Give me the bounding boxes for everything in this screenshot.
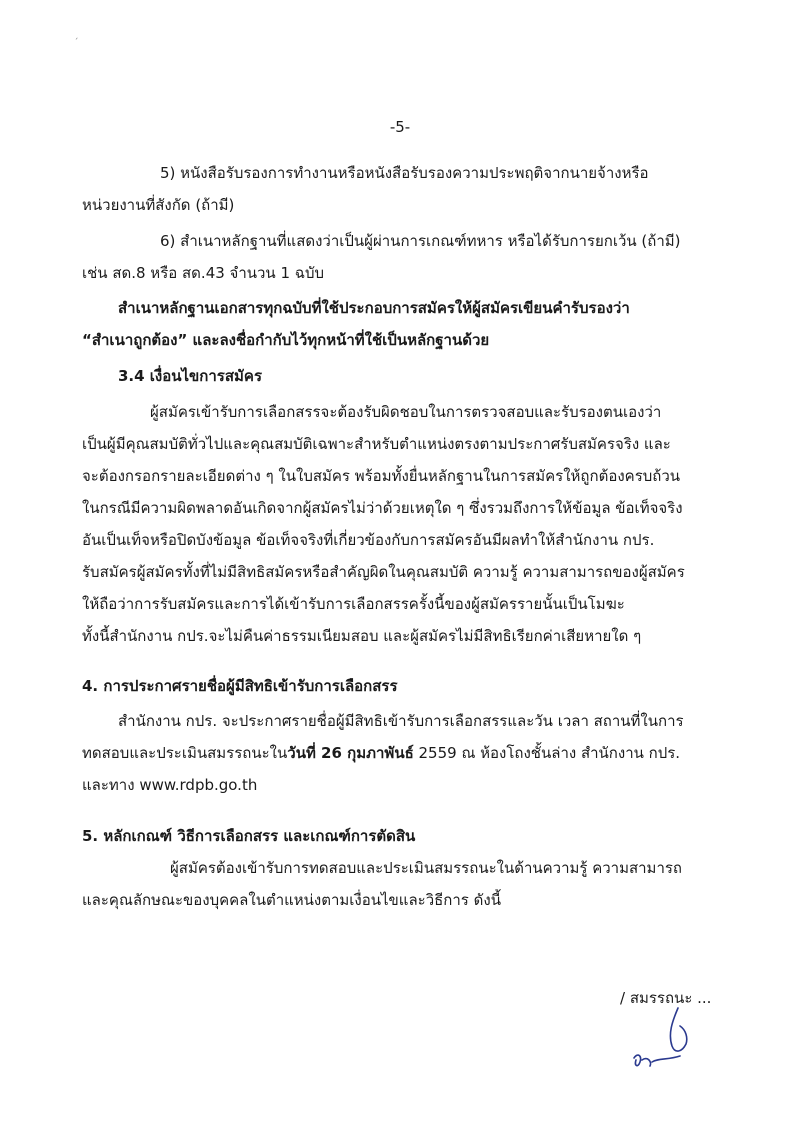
certify-note-line2: “สำเนาถูกต้อง” และลงชื่อกำกับไว้ทุกหน้าที่ใช้เป็นหลักฐานด้วย [82,331,490,349]
section-3-4-line: ผู้สมัครเข้ารับการเลือกสรรจะต้องรับผิดชอบในการตรวจสอบและรับรองตนเองว่า [150,403,662,421]
scan-mark: ˊ [74,38,79,48]
continuation-note: / สมรรถนะ ... [620,989,712,1007]
section-5-line2: และคุณลักษณะของบุคคลในตำแหน่งตามเงื่อนไขและวิธีการ ดังนี้ [82,891,501,909]
section-4-heading: 4. การประกาศรายชื่อผู้มีสิทธิเข้ารับการเลือกสรร [82,677,398,695]
section-4-line1: สำนักงาน กปร. จะประกาศรายชื่อผู้มีสิทธิเข้ารับการเลือกสรรและวัน เวลา สถานที่ในการ [118,712,684,730]
section-4-line2 [82,743,680,763]
exam-date: วันที่ 26 กุมภาพันธ์ [287,744,414,762]
section-4-line2-rest: 2559 ณ ห้องโถงชั้นล่าง สำนักงาน กปร. [413,744,681,762]
section-3-4-line: เป็นผู้มีคุณสมบัติทั่วไปและคุณสมบัติเฉพาะสำหรับตำแหน่งตรงตามประกาศรับสมัครจริง และ [82,435,671,453]
section-3-4-line: ในกรณีมีความผิดพลาดอันเกิดจากผู้สมัครไม่ว่าด้วยเหตุใด ๆ ซึ่งรวมถึงการให้ข้อมูล ข้อเท็จจริง [82,499,683,517]
section-3-4-line: ให้ถือว่าการรับสมัครและการได้เข้ารับการเลือกสรรครั้งนี้ของผู้สมัครรายนั้นเป็นโมฆะ [82,595,625,613]
section-4-line2-text: ทดสอบและประเมินสมรรถนะใน [82,744,288,762]
section-5-line1: ผู้สมัครต้องเข้ารับการทดสอบและประเมินสมรรถนะในด้านความรู้ ความสามารถ [170,859,683,877]
section-3-4-line: ทั้งนี้สำนักงาน กปร.จะไม่คืนค่าธรรมเนียมสอบ และผู้สมัครไม่มีสิทธิเรียกค่าเสียหายใด ๆ [82,627,642,645]
page-number: -5- [389,118,411,136]
certify-note-line1: สำเนาหลักฐานเอกสารทุกฉบับที่ใช้ประกอบการสมัครให้ผู้สมัครเขียนคำรับรองว่า [118,299,630,317]
section-3-4-line: จะต้องกรอกรายละเอียดต่าง ๆ ในใบสมัคร พร้อมทั้งยื่นหลักฐานในการสมัครให้ถูกต้องครบถ้วน [82,467,681,485]
item6-line2: เช่น สด.8 หรือ สด.43 จำนวน 1 ฉบับ [82,264,325,282]
section-3-4-heading: 3.4 เงื่อนไขการสมัคร [118,367,263,385]
handwritten-initials-icon [628,1000,698,1075]
item6-line1: 6) สำเนาหลักฐานที่แสดงว่าเป็นผู้ผ่านการเกณฑ์ทหาร หรือได้รับการยกเว้น (ถ้ามี) [160,232,681,250]
item5-line2: หน่วยงานที่สังกัด (ถ้ามี) [82,196,235,214]
section-5-heading: 5. หลักเกณฑ์ วิธีการเลือกสรร และเกณฑ์การตัดสิน [82,827,416,845]
section-3-4-line: รับสมัครผู้สมัครทั้งที่ไม่มีสิทธิสมัครหรือสำคัญผิดในคุณสมบัติ ความรู้ ความสามารถของผู้สมัคร [82,563,685,581]
item5-line1: 5) หนังสือรับรองการทำงานหรือหนังสือรับรองความประพฤติจากนายจ้างหรือ [160,164,649,182]
section-3-4-line: อันเป็นเท็จหรือปิดบังข้อมูล ข้อเท็จจริงที่เกี่ยวข้องกับการสมัครอันมีผลทำให้สำนักงาน กปร. [82,531,655,549]
website-line: และทาง www.rdpb.go.th [82,776,258,794]
